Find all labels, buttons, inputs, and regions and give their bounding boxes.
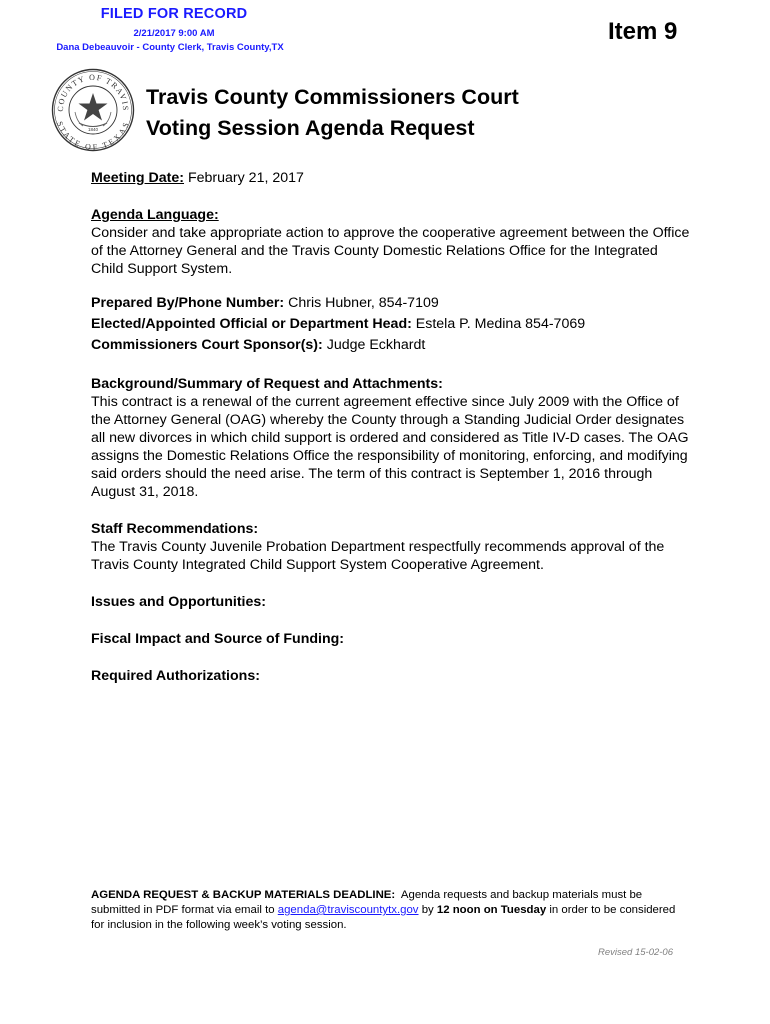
background-text: This contract is a renewal of the current agreement effective since July 2009 with the Office of the Attorney General (OAG) whereby the County through a Standing Judicial Order designates all new divorces in which child support is ordered and considered as Title IV-D cases. The OAG assigns the Domestic Relations Office the responsibility of monitoring, enforcing, and modifying said orders should the need arise. The term of this contract is September 1, 2016 through August 31, 2018. bbox=[91, 394, 689, 500]
agenda-email-link[interactable]: agenda@traviscountytx.gov bbox=[277, 904, 419, 916]
agenda-language-label: Agenda Language: bbox=[91, 207, 219, 223]
stamp-clerk: Dana Debeauvoir - County Clerk, Travis County,TX bbox=[56, 42, 284, 53]
seal-text-top: COUNTY OF TRAVIS bbox=[55, 72, 131, 112]
revised-note: Revised 15-02-06 bbox=[598, 947, 673, 958]
meeting-date-label: Meeting Date: bbox=[91, 170, 185, 186]
staff-recommendations-label: Staff Recommendations: bbox=[91, 521, 259, 537]
sponsor-label: Commissioners Court Sponsor(s): bbox=[91, 337, 323, 353]
prepared-by-label: Prepared By/Phone Number: bbox=[91, 295, 285, 311]
deadline-time: 12 noon on Tuesday bbox=[436, 904, 547, 916]
stamp-title: FILED FOR RECORD bbox=[100, 6, 248, 22]
deadline-footer bbox=[91, 888, 681, 933]
issues-label: Issues and Opportunities: bbox=[91, 594, 267, 610]
deadline-label: AGENDA REQUEST & BACKUP MATERIALS DEADLINE: bbox=[91, 889, 396, 901]
background-label: Background/Summary of Request and Attachments: bbox=[91, 376, 443, 392]
staff-recommendations-text: The Travis County Juvenile Probation Department respectfully recommends approval of the Travis County Integrated Child Support System Cooperative Agreement. bbox=[91, 539, 665, 573]
page-title bbox=[146, 82, 519, 144]
prepared-by-value: Chris Hubner, 854-7109 bbox=[288, 295, 439, 311]
required-authorizations-label: Required Authorizations: bbox=[91, 668, 260, 684]
stamp-datetime: 2/21/2017 9:00 AM bbox=[133, 28, 215, 39]
deadline-text-1: Agenda requests and backup materials must be submitted in PDF format via email to bbox=[91, 889, 643, 916]
svg-text:STATE OF TEXAS bbox=[55, 120, 131, 152]
title-line-1: Travis County Commissioners Court bbox=[146, 85, 519, 109]
dept-head-value: Estela P. Medina 854-7069 bbox=[415, 316, 586, 332]
filed-for-record-stamp bbox=[0, 6, 340, 53]
meeting-date-value: February 21, 2017 bbox=[187, 170, 304, 186]
deadline-text-2: by bbox=[421, 904, 434, 916]
fiscal-impact-label: Fiscal Impact and Source of Funding: bbox=[91, 631, 345, 647]
agenda-content bbox=[91, 169, 691, 685]
seal-year: 1840 bbox=[87, 127, 99, 132]
seal-text-bottom: STATE OF TEXAS bbox=[54, 120, 132, 152]
agenda-language-text: Consider and take appropriate action to approve the cooperative agreement between the Office of the Attorney General and the Travis County Domestic Relations Office for the Integrated Child Support System. bbox=[91, 225, 690, 277]
item-number: Item 9 bbox=[608, 18, 678, 45]
title-line-2: Voting Session Agenda Request bbox=[146, 116, 475, 140]
sponsor-value: Judge Eckhardt bbox=[326, 337, 426, 353]
deadline-text-3: in order to be considered for inclusion in the following week’s voting session. bbox=[91, 904, 676, 931]
dept-head-label: Elected/Appointed Official or Department Head: bbox=[91, 316, 412, 332]
meeting-date bbox=[91, 169, 691, 187]
travis-county-seal-icon bbox=[51, 68, 135, 152]
